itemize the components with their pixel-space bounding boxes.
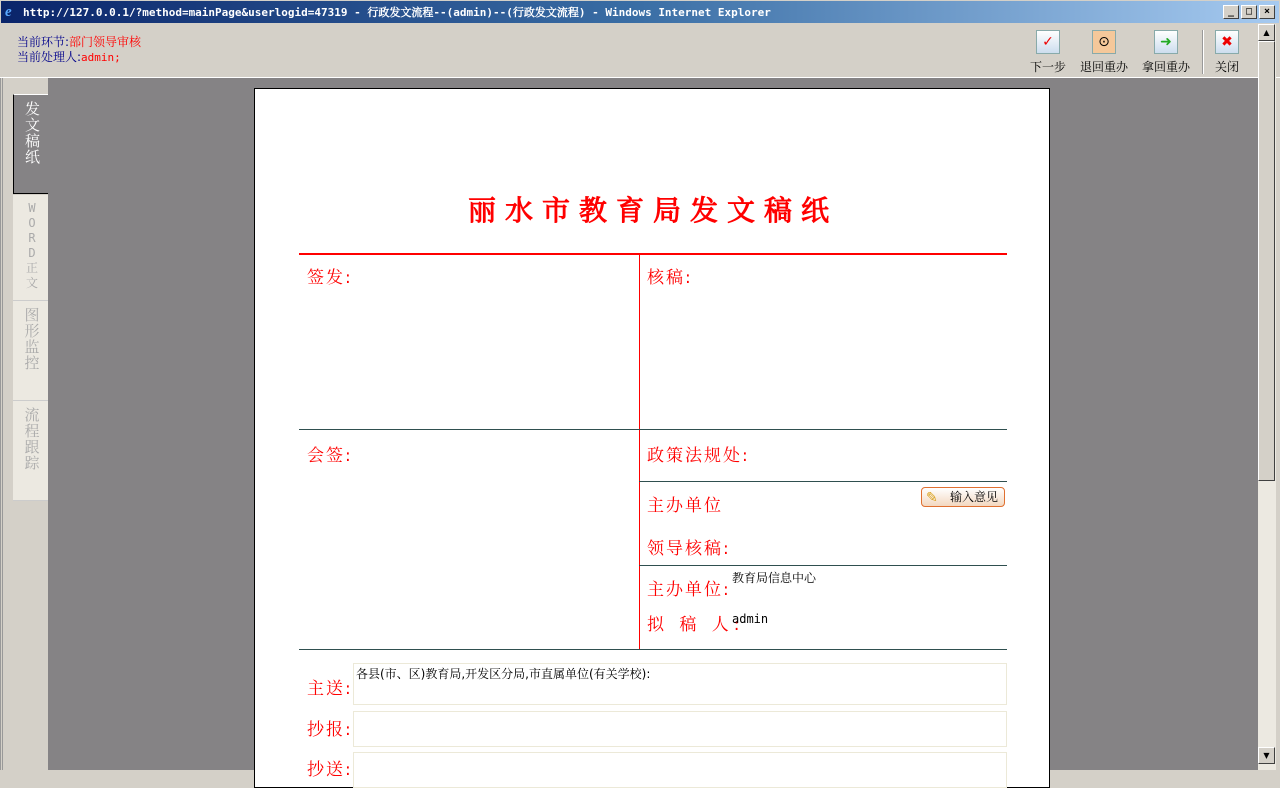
host-unit-value: 教育局信息中心 [732,571,817,585]
scroll-down-button[interactable]: ▼ [1258,747,1275,764]
tab-word-body[interactable]: W O R D 正 文 [13,195,51,301]
tab-flow-trace[interactable]: 流 程 跟 踪 [13,401,51,501]
step-label: 当前环节: [17,35,70,49]
input-opinion-label: 输入意见 [950,490,999,504]
handler-value: admin; [81,51,121,64]
return-redo-button[interactable] [1080,30,1128,75]
close-label: 关闭 [1215,60,1240,74]
drafter-label: 拟 稿 人: [647,615,745,635]
scroll-thumb[interactable] [1258,41,1275,481]
leader-review-label: 领导核稿: [647,539,731,559]
minimize-button[interactable]: _ [1223,5,1239,19]
main-send-input[interactable] [353,663,1007,705]
input-opinion-button[interactable] [921,487,1005,507]
policy-dept-label: 政策法规处: [647,446,750,466]
close-button[interactable] [1215,30,1239,75]
tab-draft-paper[interactable]: 发 文 稿 纸 [13,94,51,194]
host-unit-field-label: 主办单位: [647,580,731,600]
vertical-scrollbar[interactable] [1258,24,1276,770]
return-redo-label: 退回重办 [1080,60,1129,74]
pen-icon: ✎ [926,490,938,506]
retrieve-arrow-icon: ➜ [1154,30,1178,54]
review-label: 核稿: [647,268,693,288]
main-send-value: 各县(市、区)教育局,开发区分局,市直属单位(有关学校): [356,667,651,681]
row-divider [639,565,1007,566]
retrieve-redo-button[interactable] [1142,30,1190,75]
ie-logo-icon: e [5,4,12,20]
row-divider [299,649,1007,650]
tab-graphic-monitor[interactable]: 图 形 监 控 [13,301,51,401]
workflow-info [17,35,141,65]
side-tabs [0,78,48,770]
next-step-button[interactable] [1030,30,1066,75]
drafter-value: admin [732,612,769,626]
main-send-label: 主送: [307,679,353,699]
window-title: http://127.0.0.1/?method=mainPage&userlogid=47319 - 行政发文流程--(admin)--(行政发文流程) - Windows Internet Explorer [23,6,771,19]
check-document-icon: ✓ [1036,30,1060,54]
report-label: 抄报: [307,720,353,740]
host-unit-label: 主办单位 [647,496,723,516]
cc-input[interactable] [353,752,1007,788]
toolbar [0,24,1280,78]
countersign-label: 会签: [307,446,353,466]
scroll-up-button[interactable]: ▲ [1258,24,1275,41]
column-divider [639,253,640,650]
top-rule [299,253,1007,255]
next-step-label: 下一步 [1030,60,1067,74]
step-value: 部门领导审核 [69,35,142,49]
return-icon: ⊙ [1092,30,1116,54]
toolbar-separator [1202,30,1204,74]
maximize-button[interactable]: □ [1241,5,1257,19]
close-x-icon: ✖ [1215,30,1239,54]
sign-label: 签发: [307,268,353,288]
document-title: 丽水市教育局发文稿纸 [467,194,838,227]
row-divider [639,481,1007,482]
retrieve-redo-label: 拿回重办 [1142,60,1191,74]
report-input[interactable] [353,711,1007,747]
handler-label: 当前处理人: [17,50,82,64]
row-divider [299,429,1007,430]
title-bar [0,0,1280,24]
draft-paper [254,88,1050,788]
close-window-button[interactable]: × [1259,5,1275,19]
cc-label: 抄送: [307,760,353,780]
